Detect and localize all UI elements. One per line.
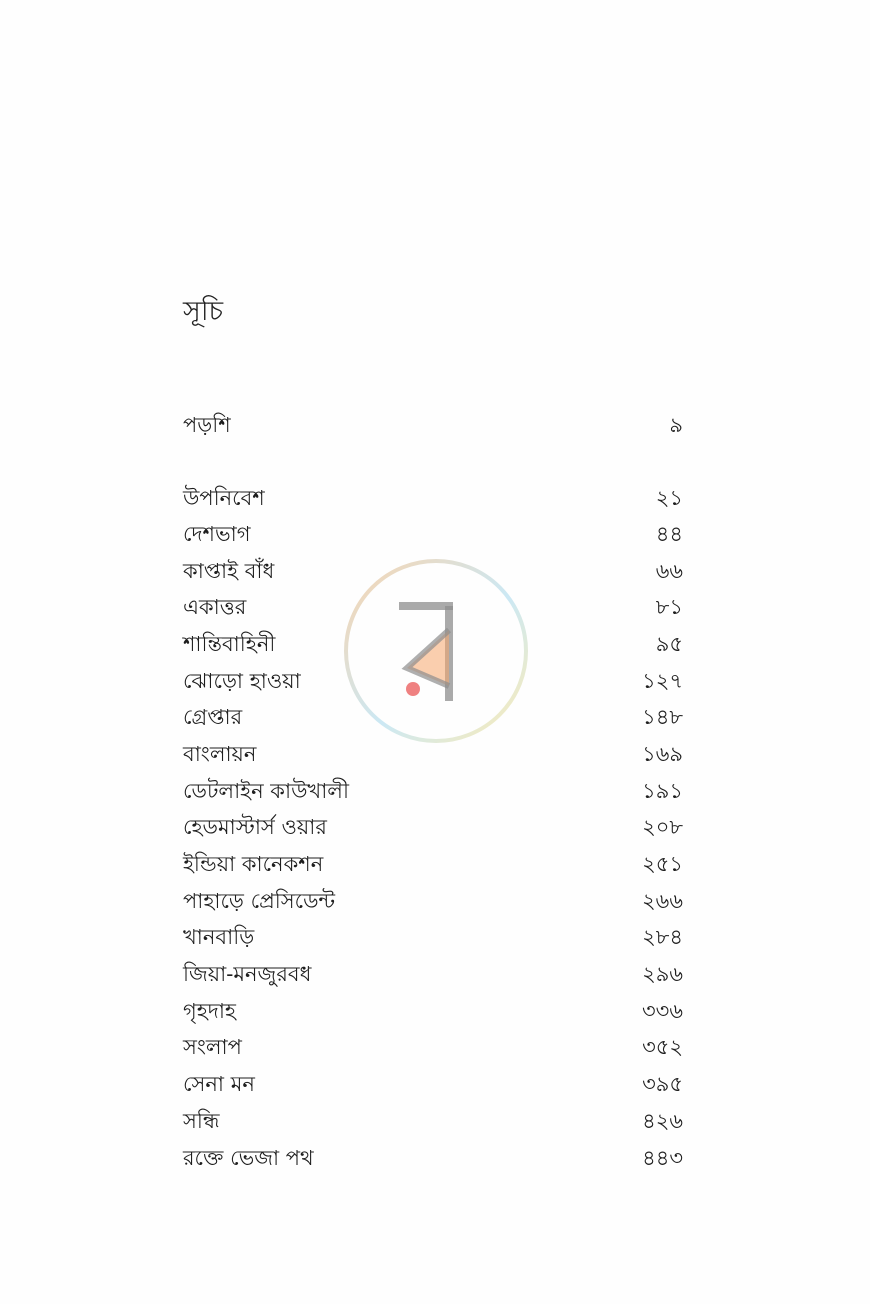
toc-entry xyxy=(183,884,683,918)
toc-entry xyxy=(183,1141,683,1175)
page-number: ২৯৬ xyxy=(642,962,683,986)
toc-entry xyxy=(183,847,683,881)
toc-entry xyxy=(183,920,683,954)
page-number: ৪২৬ xyxy=(642,1109,683,1133)
page-number: ৯৫ xyxy=(655,632,683,656)
page-number: ২০৮ xyxy=(642,815,683,839)
toc-entry xyxy=(183,664,683,698)
chapter-title: পাহাড়ে প্রেসিডেন্ট xyxy=(183,889,336,913)
page-number: ৯ xyxy=(669,413,683,437)
toc-entry xyxy=(183,700,683,734)
toc-entry xyxy=(183,774,683,808)
toc-entry xyxy=(183,517,683,551)
chapter-title: রক্তে ভেজা পথ xyxy=(183,1146,314,1170)
toc-entry xyxy=(183,1067,683,1101)
chapter-title: হেডমাস্টার্স ওয়ার xyxy=(183,815,327,839)
chapter-title: সেনা মন xyxy=(183,1072,255,1096)
toc-entry xyxy=(183,481,683,515)
toc-entry xyxy=(183,737,683,771)
toc-entry xyxy=(183,810,683,844)
chapter-title: গৃহদাহ xyxy=(183,999,236,1023)
page-number: ৮১ xyxy=(655,595,683,619)
toc-entry xyxy=(183,957,683,991)
toc-entry xyxy=(183,590,683,624)
page-number: ২৫১ xyxy=(642,852,683,876)
chapter-title: ডেটলাইন কাউখালী xyxy=(183,779,349,803)
chapter-title: গ্রেপ্তার xyxy=(183,705,243,729)
page-number: ২১ xyxy=(655,486,683,510)
chapter-title: উপনিবেশ xyxy=(183,486,265,510)
page-number: ৩৫২ xyxy=(642,1035,683,1059)
chapter-title: একাত্তর xyxy=(183,595,247,619)
toc-entry xyxy=(183,1104,683,1138)
chapter-title: ইন্ডিয়া কানেকশন xyxy=(183,852,324,876)
page-number: ১৪৮ xyxy=(642,705,683,729)
chapter-title: কাপ্তাই বাঁধ xyxy=(183,559,275,583)
page-number: ১৬৯ xyxy=(642,742,683,766)
page-number: ৩৯৫ xyxy=(642,1072,683,1096)
chapter-title: খানবাড়ি xyxy=(183,925,255,949)
page-number: ৩৩৬ xyxy=(642,999,683,1023)
toc-entry xyxy=(183,1030,683,1064)
page-number: ৪৪৩ xyxy=(642,1146,683,1170)
page-number: ২৬৬ xyxy=(642,889,683,913)
page-number: ১২৭ xyxy=(642,669,683,693)
chapter-title: বাংলায়ন xyxy=(183,742,257,766)
chapter-title: জিয়া-মনজুরবধ xyxy=(183,962,312,986)
toc-entry xyxy=(183,994,683,1028)
contents-heading: সূচি xyxy=(183,296,224,327)
chapter-title: পড়শি xyxy=(183,413,231,437)
toc-entry xyxy=(183,554,683,588)
toc-entry xyxy=(183,627,683,661)
page-number: ৪৪ xyxy=(655,522,683,546)
chapter-title: শান্তিবাহিনী xyxy=(183,632,276,656)
toc-entry xyxy=(183,408,683,442)
chapter-title: দেশভাগ xyxy=(183,522,251,546)
page-number: ১৯১ xyxy=(642,779,683,803)
chapter-title: সংলাপ xyxy=(183,1035,242,1059)
chapter-title: ঝোড়ো হাওয়া xyxy=(183,669,301,693)
page-number: ২৮৪ xyxy=(642,925,683,949)
page-number: ৬৬ xyxy=(655,559,683,583)
chapter-title: সন্ধি xyxy=(183,1109,220,1133)
